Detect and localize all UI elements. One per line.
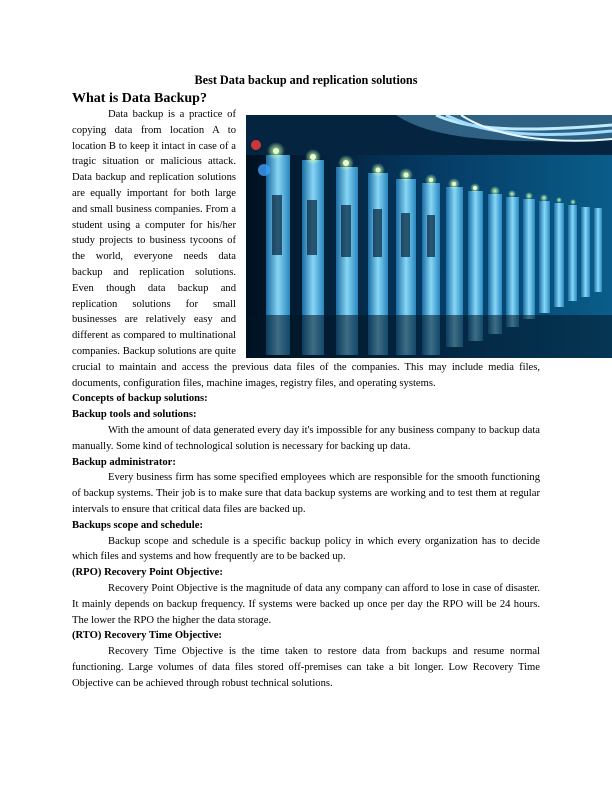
server-rack-image [246, 115, 612, 358]
section-heading-rto: (RTO) Recovery Time Objective: [72, 630, 222, 642]
section-text-backup-administrator: Every business firm has some specified employees which are responsible for the smooth functioning of backup systems. Their job is to make sure that data backup systems are working and to test them at regular intervals to ensure that critical data files are backed up. [72, 472, 540, 515]
section-heading-concepts: Concepts of backup solutions: [72, 393, 208, 405]
section-text-rpo: Recovery Point Objective is the magnitude of data any company can afford to lose in case of disaster. It mainly depends on backup frequency. If systems were backed up once per day the RPO will be 24 hours. The lower the RPO the higher the data storage. [72, 582, 540, 626]
server-rack-photo [246, 115, 612, 358]
section-text-backup-scope: Backup scope and schedule is a specific backup policy in which every organization has to decide which files and systems and how frequently are to be backed up. [72, 535, 540, 563]
document-body [72, 107, 540, 691]
intro-paragraph: Data backup is a practice of copying data from location A to location B to keep it intact in case of a tragic situation or malicious attack. Data backup and replication solutions are equally important for both large and small business companies. From a student using a computer for his/her study projects to business tycoons of the world, everyone needs data backup and replication solutions. Even though data backup and replication solutions for small businesses are relatively easy and different as compared to multinational companies. Backup solutions are quite crucial to maintain and access the previous data files of the companies. This may include media files, documents, configuration files, machine images, registry files, and operating systems. [72, 109, 540, 389]
section-heading-backup-scope: Backups scope and schedule: [72, 519, 203, 531]
section-text-rto: Recovery Time Objective is the time taken to restore data from backups and resume normal functioning. Large volumes of data files stored off-premises can take a bit longer. Low Recovery Time Objective can be achieved through robust technical solutions. [72, 646, 540, 689]
section-heading-backup-tools: Backup tools and solutions: [72, 409, 197, 421]
section-heading-rpo: (RPO) Recovery Point Objective: [72, 567, 223, 579]
section-text-backup-tools: With the amount of data generated every day it's impossible for any business company to backup data manually. Some kind of technological solution is necessary for backing up data. [72, 424, 540, 452]
section-heading-backup-administrator: Backup administrator: [72, 456, 176, 468]
section-heading-what-is-data-backup: What is Data Backup? [72, 91, 207, 106]
document-title: Best Data backup and replication solutions [194, 73, 418, 87]
